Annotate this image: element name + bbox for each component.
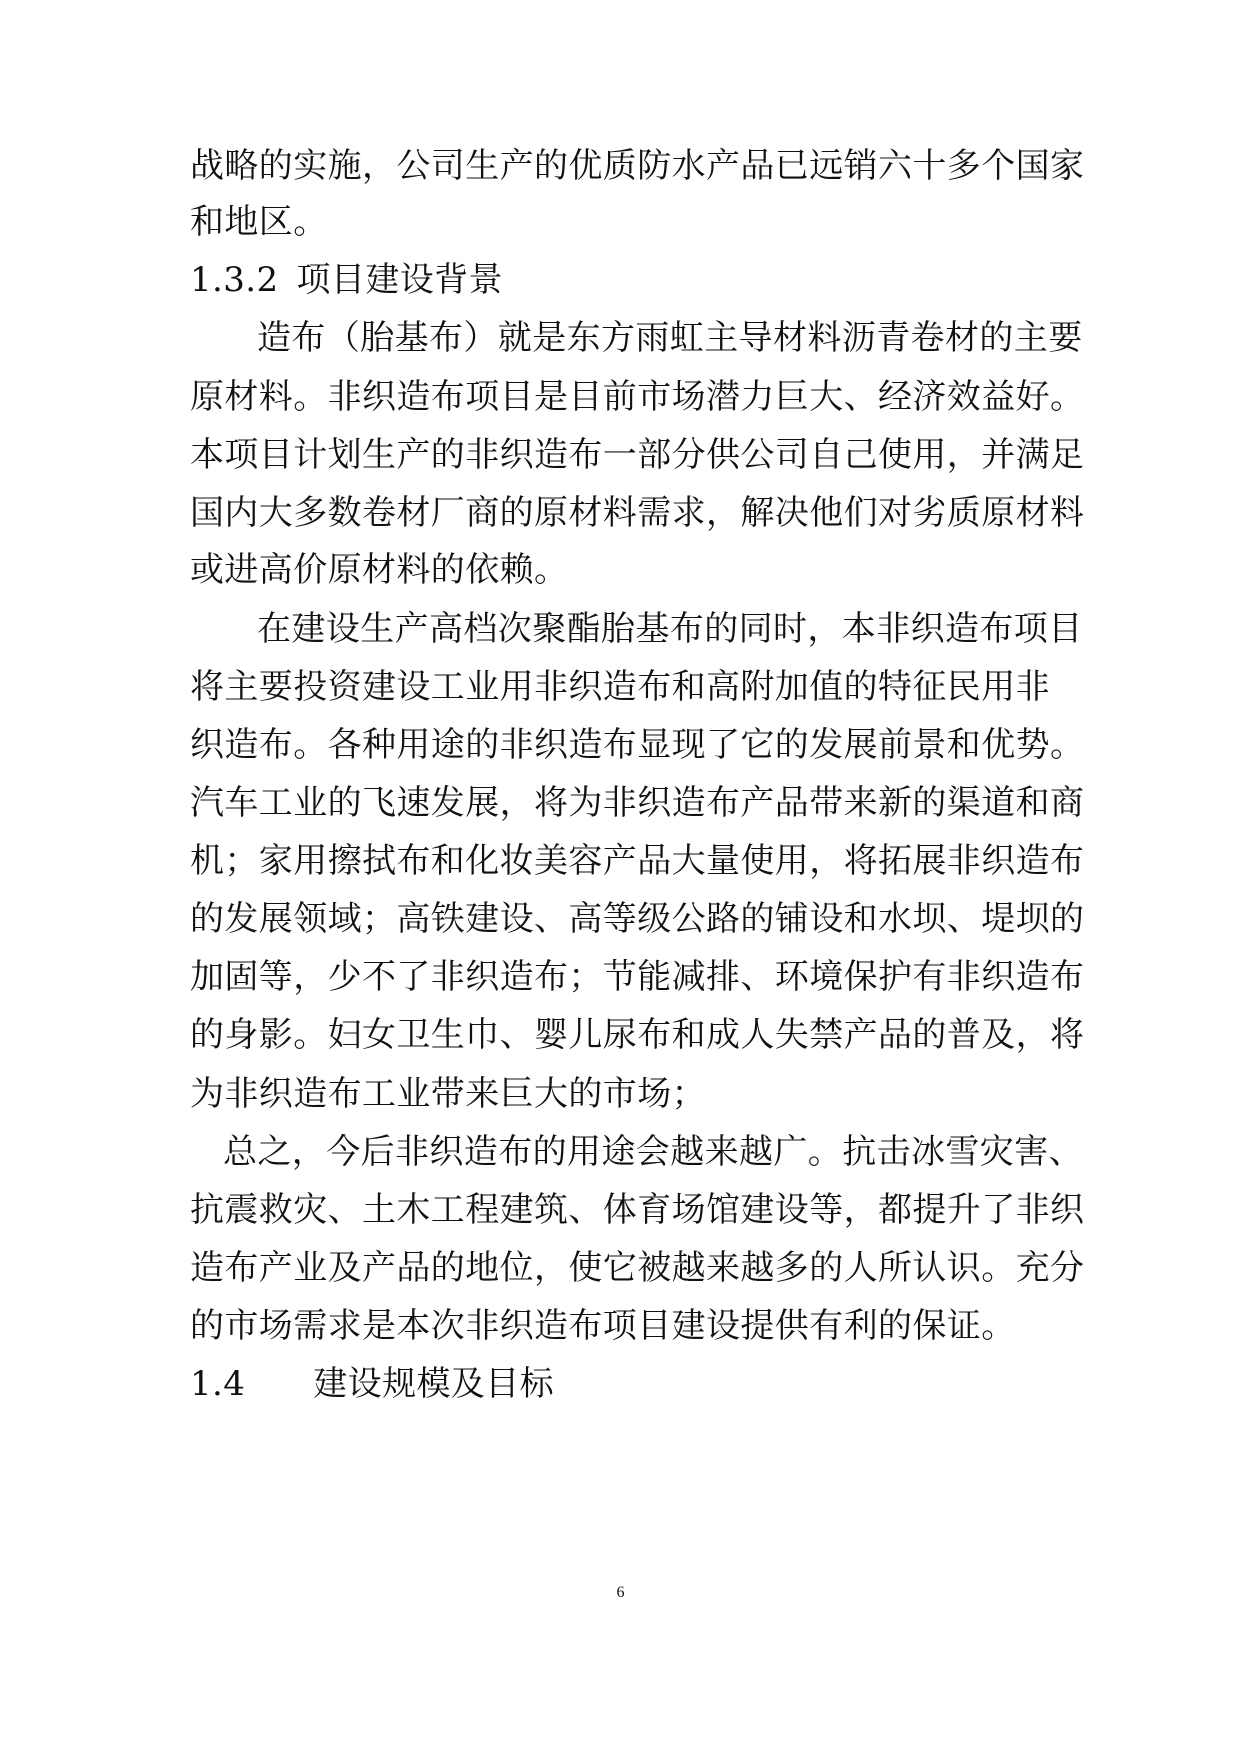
text-line: 和地区。 [190, 202, 328, 242]
text-line: 总之，今后非织造布的用途会越来越广。抗击冰雪灾害、 [223, 1132, 1083, 1172]
page-number: 6 [616, 1584, 625, 1601]
text-line: 的市场需求是本次非织造布项目建设提供有利的保证。 [190, 1306, 1016, 1346]
text-line: 将主要投资建设工业用非织造布和高附加值的特征民用非 [190, 667, 1050, 707]
text-line: 造布产业及产品的地位，使它被越来越多的人所认识。充分 [190, 1248, 1085, 1288]
section-heading-1-3-2 [190, 260, 1070, 300]
text-line: 原材料。非织造布项目是目前市场潜力巨大、经济效益好。 [190, 377, 1085, 417]
text-line: 抗震救灾、土木工程建筑、体育场馆建设等，都提升了非织 [190, 1190, 1085, 1230]
section-heading-1-4 [190, 1364, 1070, 1404]
text-line: 加固等，少不了非织造布；节能减排、环境保护有非织造布 [190, 957, 1085, 997]
text-line: 国内大多数卷材厂商的原材料需求，解决他们对劣质原材料 [190, 493, 1085, 533]
section-number: 1.4 [190, 1364, 246, 1404]
text-line: 在建设生产高档次聚酯胎基布的同时，本非织造布项目 [257, 609, 1083, 649]
text-line: 为非织造布工业带来巨大的市场； [190, 1074, 706, 1114]
text-line: 织造布。各种用途的非织造布显现了它的发展前景和优势。 [190, 725, 1085, 765]
text-line: 的身影。妇女卫生巾、婴儿尿布和成人失禁产品的普及，将 [190, 1015, 1085, 1055]
section-title: 项目建设背景 [296, 260, 503, 300]
section-number: 1.3.2 [190, 260, 279, 300]
text-line: 造布（胎基布）就是东方雨虹主导材料沥青卷材的主要 [257, 318, 1083, 358]
text-line: 汽车工业的飞速发展，将为非织造布产品带来新的渠道和商 [190, 783, 1085, 823]
section-title: 建设规模及目标 [313, 1364, 555, 1404]
text-line: 的发展领域；高铁建设、高等级公路的铺设和水坝、堤坝的 [190, 899, 1085, 939]
text-line: 战略的实施，公司生产的优质防水产品已远销六十多个国家 [190, 146, 1085, 186]
text-line: 机；家用擦拭布和化妆美容产品大量使用，将拓展非织造布 [190, 841, 1085, 881]
text-line: 或进高价原材料的依赖。 [190, 550, 569, 590]
text-line: 本项目计划生产的非织造布一部分供公司自己使用，并满足 [190, 435, 1085, 475]
